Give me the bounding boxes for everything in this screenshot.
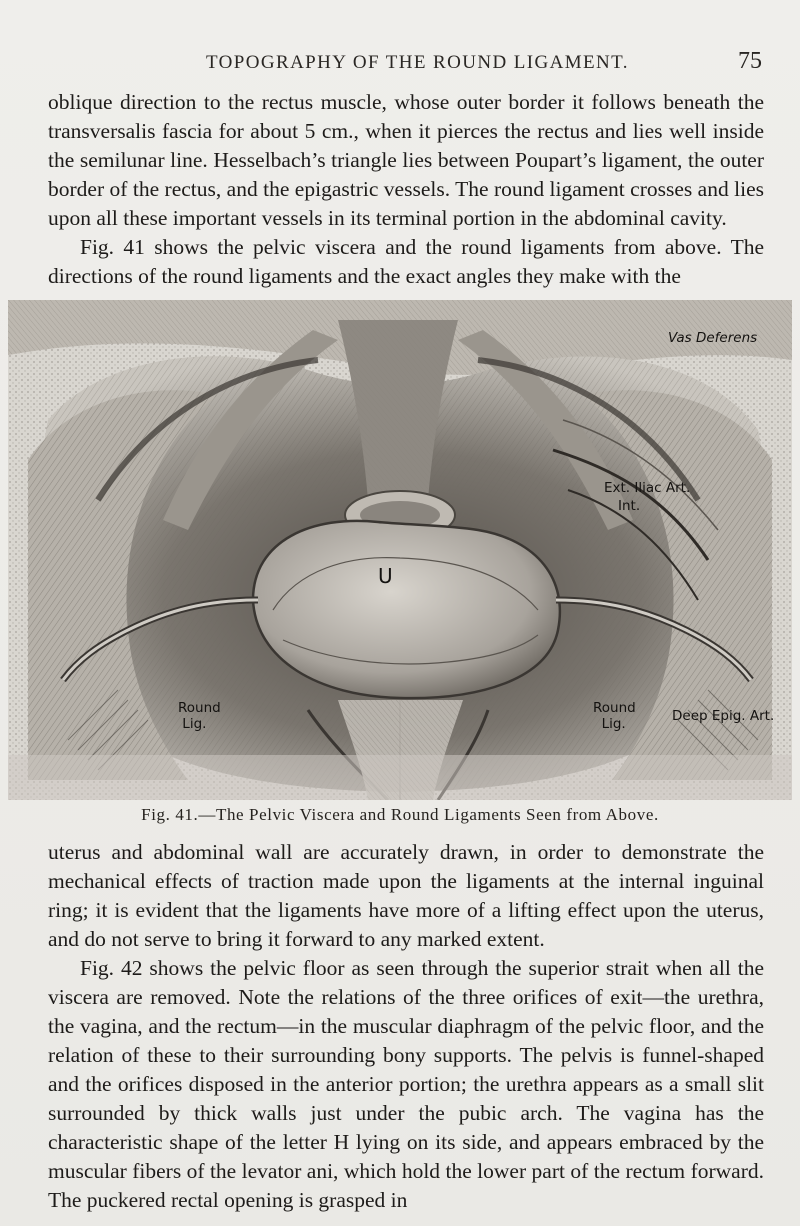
vas-deferens-label: Vas Deferens <box>668 330 758 346</box>
pelvic-viscera-engraving <box>8 300 792 800</box>
figure-caption: Fig. 41.—The Pelvic Viscera and Round Ligaments Seen from Above. <box>141 805 659 824</box>
paragraph-4: Fig. 42 shows the pelvic floor as seen through the superior strait when all the viscera are removed. Note the relations of the three orifices of exit—the urethra, the vagina, and the rectum—in the muscular diaphragm of the pelvic floor, and the relation of these to their surrounding bony supports. The pelvis is funnel-shaped and the orifices disposed in the anterior portion; the urethra appears as a small slit surrounded by thick walls just under the pubic arch. The vagina has the characteristic shape of the letter H lying on its side, and appears embraced by the muscular fibers of the levator ani, which hold the lower part of the rectum forward. The puckered rectal opening is grasped in <box>48 956 764 1212</box>
running-head: TOPOGRAPHY OF THE ROUND LIGAMENT. <box>206 52 629 73</box>
deep-epigastric-artery-label: Deep Epig. Art. <box>672 708 775 724</box>
body-text-top <box>48 88 764 291</box>
internal-iliac-label: Int. <box>618 498 641 514</box>
page-number: 75 <box>738 48 762 74</box>
paragraph-3: uterus and abdominal wall are accurately drawn, in order to demonstrate the mechanical effects of traction made upon the ligaments at the internal inguinal ring; it is evident that the ligaments have more of a lifting effect upon the uterus, and do not serve to bring it forward to any marked extent. <box>48 840 764 951</box>
uterus-label: U <box>378 564 393 588</box>
round-ligament-left-label: Round Lig. <box>178 700 221 732</box>
anatomical-illustration <box>8 300 792 800</box>
body-text-bottom <box>48 838 764 1215</box>
round-ligament-right-label: Round Lig. <box>593 700 636 732</box>
paragraph-2: Fig. 41 shows the pelvic viscera and the round ligaments from above. The directions of the round ligaments and the exact angles they make with the <box>48 235 764 288</box>
external-iliac-artery-label: Ext. Iliac Art. <box>604 480 691 496</box>
paragraph-1: oblique direction to the rectus muscle, whose outer border it follows beneath the transversalis fascia for about 5 cm., when it pierces the rectus and lies well inside the semilunar line. Hesselbach’s triangle lies between Poupart’s ligament, the outer border of the rectus, and the epigastric vessels. The round ligament crosses and lies upon all these important vessels in its terminal portion in the abdominal cavity. <box>48 90 764 230</box>
